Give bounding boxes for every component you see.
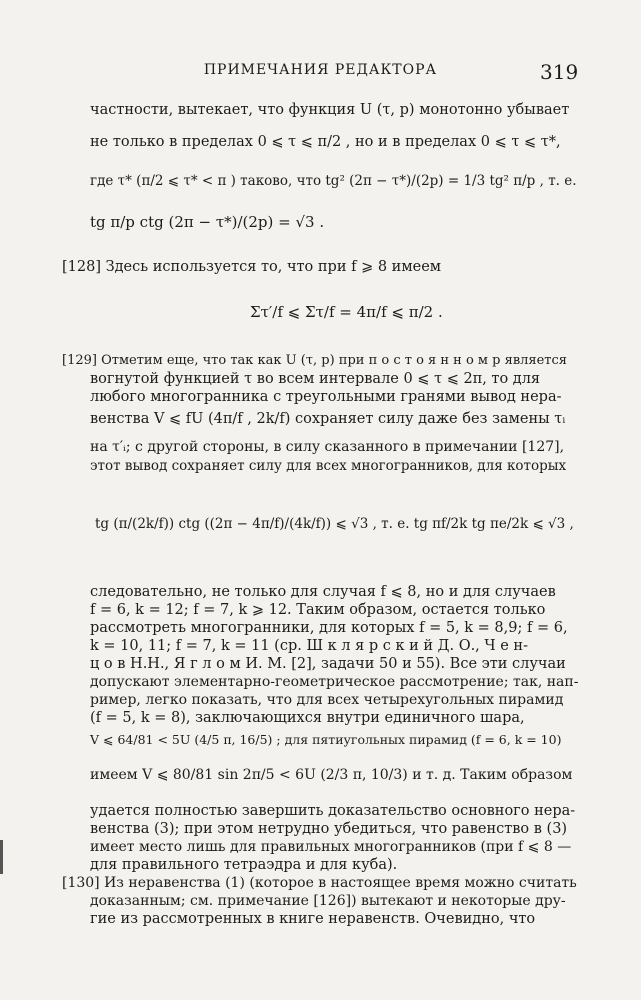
formula-line: венства V ⩽ fU (4π/f , 2k/f) сохраняет силу даже без замены τᵢ — [90, 411, 566, 427]
text-line: не только в пределах 0 ⩽ τ ⩽ π/2 , но и в пределах 0 ⩽ τ ⩽ τ*, — [90, 134, 561, 150]
text-line: ример, легко показать, что для всех четырехугольных пирамид — [90, 692, 564, 708]
scan-edge-mark — [0, 840, 3, 874]
note-128: [128] Здесь используется то, что при f ⩾ 8 имеем — [62, 259, 442, 275]
note-129: [129] Отметим еще, что так как U (τ, p) при п о с т о я н н о м p является — [62, 353, 567, 368]
text-line: f = 6, k = 12; f = 7, k ⩾ 12. Таким образом, остается только — [90, 602, 546, 618]
note-130: [130] Из неравенства (1) (которое в настоящее время можно считать — [62, 875, 577, 891]
text-line: (f = 5, k = 8), заключающихся внутри единичного шара, — [90, 710, 525, 726]
formula-line: tg π/p ctg (2π − τ*)/(2p) = √3 . — [90, 213, 325, 231]
text-line: частности, вытекает, что функция U (τ, p) монотонно убывает — [90, 102, 570, 118]
text-line: любого многогранника с треугольными гранями вывод нера- — [90, 389, 562, 405]
formula-line: где τ* (π/2 ⩽ τ* < π ) таково, что tg² (2π − τ*)/(2p) = 1/3 tg² π/p , т. е. — [90, 173, 577, 189]
text-line: венства (3); при этом нетрудно убедиться, что равенство в (3) — [90, 821, 568, 837]
text-line: следовательно, не только для случая f ⩽ 8, но и для случаев — [90, 584, 556, 600]
text-line: вогнутой функцией τ во всем интервале 0 ⩽ τ ⩽ 2π, то для — [90, 371, 541, 387]
text-line: для правильного тетраэдра и для куба). — [90, 857, 398, 873]
text-line: доказанным; см. примечание [126]) вытекают и некоторые дру- — [90, 893, 566, 909]
text-line: рассмотреть многогранники, для которых f = 5, k = 8,9; f = 6, — [90, 620, 568, 636]
text-line: гие из рассмотренных в книге неравенств. Очевидно, что — [90, 911, 536, 927]
formula-line: V ⩽ 64/81 < 5U (4/5 π, 16/5) ; для пятиугольных пирамид (f = 6, k = 10) — [90, 732, 562, 747]
text-line: имеет место лишь для правильных многогранников (при f ⩽ 8 — — [90, 839, 572, 855]
running-header: ПРИМЕЧАНИЯ РЕДАКТОРА — [203, 62, 438, 78]
formula-line: имеем V ⩽ 80/81 sin 2π/5 < 6U (2/3 π, 10/3) и т. д. Таким образом — [90, 767, 573, 783]
text-line: этот вывод сохраняет силу для всех многогранников, для которых — [90, 458, 567, 474]
display-formula: tg (π/(2k/f)) ctg ((2π − 4π/f)/(4k/f)) ⩽ √3 , т. е. tg πf/2k tg πe/2k ⩽ √3 , — [95, 516, 574, 532]
text-line: удается полностью завершить доказательство основного нера- — [90, 803, 576, 819]
display-formula: Στ′/f ⩽ Στ/f = 4π/f ⩽ π/2 . — [250, 303, 443, 321]
text-line: k = 10, 11; f = 7, k = 11 (ср. Ш к л я р с к и й Д. О., Ч е н- — [90, 638, 528, 654]
text-line: ц о в Н.Н., Я г л о м И. М. [2], задачи 50 и 55). Все эти случаи — [90, 656, 566, 672]
text-line: допускают элементарно-геометрическое рассмотрение; так, нап- — [90, 674, 579, 690]
page-number: 319 — [540, 60, 579, 84]
text-line: на τ′ᵢ; с другой стороны, в силу сказанного в примечании [127], — [90, 439, 565, 455]
